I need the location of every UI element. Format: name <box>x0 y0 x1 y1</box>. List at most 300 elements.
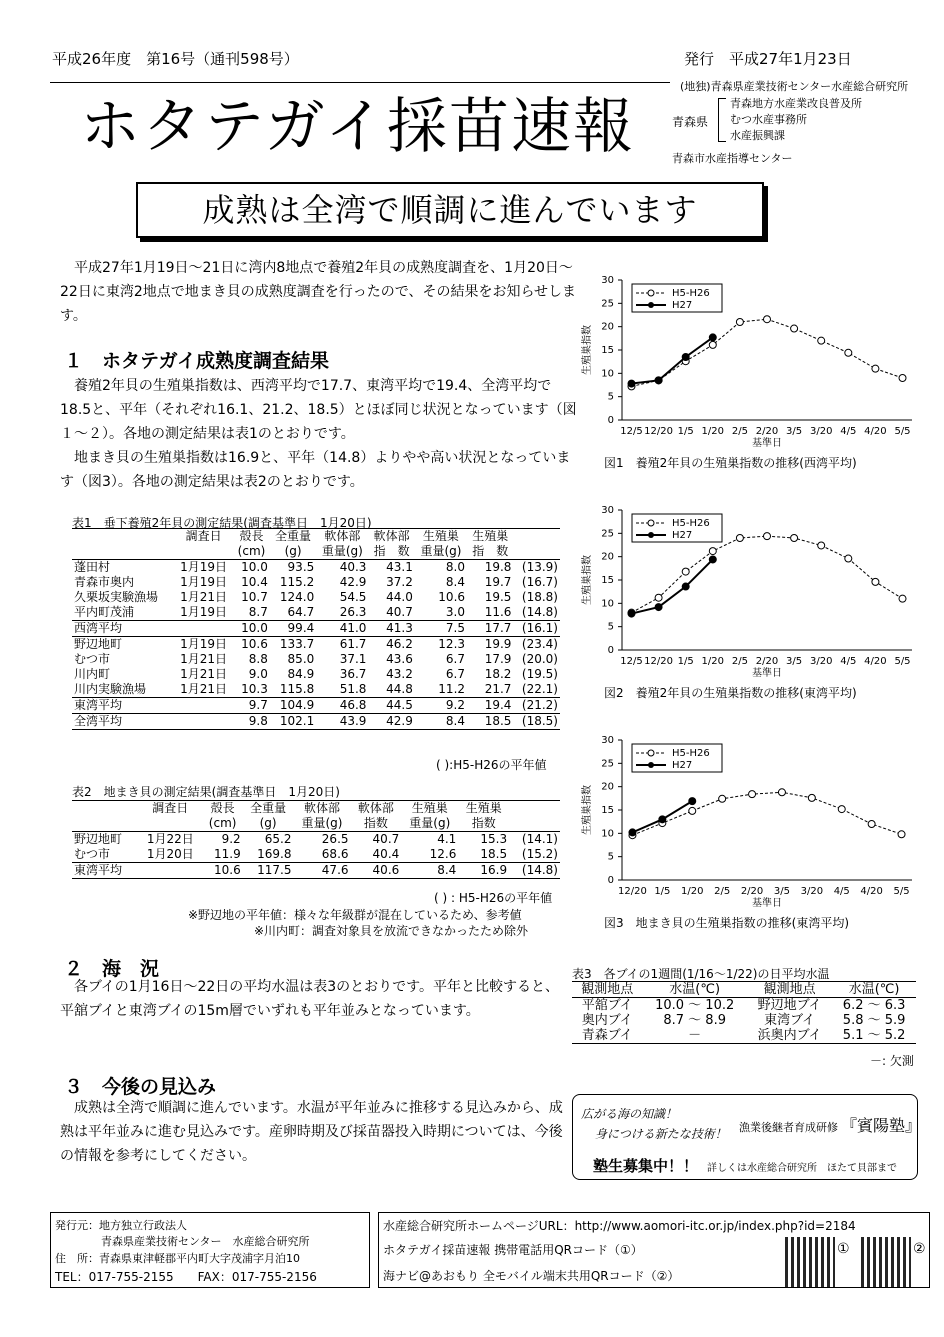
x-tick-label: 3/5 <box>786 656 803 667</box>
y-tick-label: 30 <box>601 735 614 746</box>
table-cell: 西湾平均 <box>72 621 174 637</box>
y-tick-label: 10 <box>601 828 614 840</box>
table-cell: 40.6 <box>351 863 402 879</box>
section1-title: １ ホタテガイ成熟度調査結果 <box>64 350 330 372</box>
section2-title: ２ 海 況 <box>64 958 160 980</box>
legend-marker-h27 <box>648 762 654 768</box>
table-cell: 42.9 <box>368 714 414 730</box>
table-cell: 42.9 <box>339 575 367 589</box>
table-cell <box>138 816 203 832</box>
x-tick-label: 2/5 <box>731 656 748 667</box>
table-cell: 9.8 <box>233 714 270 730</box>
legend-marker-h27 <box>648 302 654 308</box>
table-cell: 1月20日 <box>146 847 194 861</box>
table-cell: 1月21日 <box>180 667 228 681</box>
data-point <box>845 555 852 562</box>
table1 <box>72 528 560 730</box>
y-axis-label: 生殖巣指数 <box>582 325 593 375</box>
table-cell: 40.7 <box>386 605 413 619</box>
legend-marker-h27 <box>648 532 654 538</box>
legend-label-h27: H27 <box>672 530 693 541</box>
table-cell: 指数 <box>351 816 402 832</box>
ad-line2: 身につける新たな技術！ <box>595 1127 727 1141</box>
data-point <box>899 595 906 602</box>
table-cell: 43.6 <box>386 652 413 666</box>
table-cell: 104.9 <box>270 698 316 714</box>
y-tick-label: 20 <box>601 551 614 563</box>
y-tick-label: 0 <box>607 415 614 426</box>
y-tick-label: 25 <box>601 758 614 770</box>
data-point <box>899 375 906 382</box>
publisher-org4: 水産振興課 <box>730 129 785 142</box>
table-cell: (14.8) <box>521 605 558 619</box>
header-rule <box>50 82 670 83</box>
table-cell <box>174 698 233 714</box>
section3-title: ３ 今後の見込み <box>64 1076 217 1098</box>
table2-note2: ※野辺地の平年値：様々な年級群が混在しているため、参考値 <box>188 908 522 922</box>
y-tick-label: 30 <box>601 275 614 286</box>
table-cell: 軟体部 <box>357 801 394 815</box>
headline-box: 成熟は全湾で順調に進んでいます <box>136 182 764 238</box>
x-tick-label: 4/20 <box>864 426 887 437</box>
chart1-area <box>578 270 928 470</box>
section2-paragraph: 各ブイの1月16日～22日の平均水温は表3のとおりです。平年と比較すると、平舘ブイと東湾ブイの15m層でいずれも平年並みとなっています。 <box>60 979 560 1019</box>
x-tick-label: 4/20 <box>860 886 883 897</box>
table-cell: 36.7 <box>339 667 367 681</box>
table-cell: 調査日 <box>185 529 222 543</box>
table-cell: 41.3 <box>368 621 414 637</box>
table-cell: 9.2 <box>415 698 467 714</box>
table-row <box>72 682 560 698</box>
table-row <box>72 698 560 714</box>
table-cell: 東湾平均 <box>72 698 174 714</box>
data-point <box>845 349 852 356</box>
table-cell: 44.8 <box>386 682 413 696</box>
ad-seminar-name: 『賓陽塾』 <box>841 1116 922 1135</box>
table-cell: 生殖巣 <box>411 801 448 815</box>
table-row <box>72 590 560 605</box>
table-cell: 1月19日 <box>180 575 228 589</box>
table-cell: 43.1 <box>386 560 413 574</box>
data-point <box>838 806 845 813</box>
chart1-caption: 図1 養殖2年貝の生殖巣指数の推移(西湾平均) <box>604 456 857 470</box>
table-cell: 19.9 <box>484 637 512 651</box>
x-axis-label: 基準日 <box>752 668 782 679</box>
chart3 <box>578 730 928 930</box>
table-cell: 26.3 <box>339 605 367 619</box>
table-cell: 6.7 <box>445 667 466 681</box>
publisher-org3: むつ水産事務所 <box>730 113 807 126</box>
table-cell: 44.5 <box>368 698 414 714</box>
chart2-caption: 図2 養殖2年貝の生殖巣指数の推移(東湾平均) <box>604 686 857 700</box>
table-cell: 生殖巣 <box>465 801 502 815</box>
issue-date: 発行 平成27年1月23日 <box>684 50 852 68</box>
section1-paragraph2: 地まき貝の生殖巣指数は16.9と、平年（14.8）よりやや高い状況となっています（図3）。各地の測定結果は表2のとおりです。 <box>60 450 571 490</box>
newsletter-title: ホタテガイ採苗速報 <box>80 92 635 162</box>
table-cell: 殻長 <box>210 801 235 815</box>
table-cell: 水温(℃) <box>642 982 747 998</box>
data-point <box>791 325 798 332</box>
table-cell: (18.8) <box>521 590 558 604</box>
table-cell <box>513 529 560 545</box>
table-cell: 10.0 ～ 10.2 <box>655 998 735 1013</box>
ad-contact: 詳しくは水産総合研究所 ほたて貝部まで <box>707 1163 897 1174</box>
x-tick-label: 12/5 <box>620 656 643 667</box>
data-point <box>791 535 798 542</box>
table-cell: 1月19日 <box>180 637 228 651</box>
table1-note: ( ):H5-H26の平年値 <box>436 758 547 772</box>
data-point <box>709 556 716 563</box>
legend-label-normal: H5-H26 <box>672 748 710 759</box>
y-tick-label: 10 <box>601 598 614 610</box>
x-tick-label: 1/5 <box>677 656 694 667</box>
table-cell: 11.9 <box>213 847 241 861</box>
table-row <box>72 667 560 682</box>
table1-caption: 表1 垂下養殖2年貝の測定結果(調査基準日 1月20日) <box>72 516 372 530</box>
seminar-ad <box>572 1094 922 1180</box>
x-tick-label: 2/5 <box>714 886 731 897</box>
table-cell: (18.5) <box>513 714 560 730</box>
x-tick-label: 1/5 <box>677 426 694 437</box>
data-point <box>682 568 689 575</box>
data-point <box>868 821 875 828</box>
data-point <box>659 816 666 823</box>
table-cell: 指数 <box>458 816 509 832</box>
table-cell: (16.7) <box>521 575 558 589</box>
ad-line3: 漁業後継者育成研修 <box>739 1121 838 1134</box>
table-row <box>72 847 560 863</box>
table-cell: 平内町茂浦 <box>74 605 135 619</box>
table-cell: 43.9 <box>316 714 368 730</box>
data-point <box>808 794 815 801</box>
y-axis-label: 生殖巣指数 <box>582 555 593 605</box>
x-tick-label: 12/5 <box>620 426 643 437</box>
table-cell: (13.9) <box>521 560 558 574</box>
table-cell <box>72 529 174 545</box>
issue-number: 平成26年度 第16号（通刊598号） <box>52 50 299 68</box>
table-cell: 47.6 <box>293 863 350 879</box>
table-cell: 12.3 <box>438 637 466 651</box>
table-cell: 19.7 <box>484 575 512 589</box>
y-tick-label: 5 <box>607 621 614 633</box>
table-header-row <box>72 529 560 545</box>
data-point <box>778 789 785 796</box>
table-cell: 40.4 <box>372 847 400 861</box>
table-cell <box>72 816 138 832</box>
table3-row <box>572 998 916 1014</box>
table-cell: 川内町 <box>74 667 111 681</box>
table-cell <box>513 544 560 560</box>
table-cell: 18.5 <box>480 847 508 861</box>
table-cell: 21.7 <box>484 682 512 696</box>
table-cell: 26.5 <box>321 832 349 846</box>
table-cell: 37.1 <box>339 652 367 666</box>
table2 <box>72 800 560 879</box>
x-tick-label: 4/5 <box>840 656 857 667</box>
legend-marker-normal <box>648 520 654 526</box>
qr-code-1[interactable] <box>785 1237 835 1287</box>
table-cell: 64.7 <box>287 605 315 619</box>
table-cell: 6.2 ～ 6.3 <box>842 998 906 1013</box>
table-cell: 40.3 <box>339 560 367 574</box>
table-cell: 8.8 <box>248 652 268 666</box>
x-tick-label: 1/20 <box>681 886 704 897</box>
table-cell <box>174 714 233 730</box>
y-tick-label: 0 <box>607 645 614 656</box>
table-cell: (21.2) <box>513 698 560 714</box>
table-cell: 133.7 <box>279 637 315 651</box>
chart2 <box>578 500 928 700</box>
homepage-url[interactable]: 水産総合研究所ホームページURL：http://www.aomori-itc.or.jp/index.php?id=2184 <box>383 1219 856 1233</box>
table-cell: － <box>642 1028 747 1044</box>
ad-line1: 広がる海の知識！ <box>581 1107 678 1121</box>
table-cell: 44.0 <box>386 590 413 604</box>
x-tick-label: 2/5 <box>731 426 748 437</box>
table-cell: 19.5 <box>484 590 512 604</box>
table-cell: 全湾平均 <box>72 714 174 730</box>
table-cell <box>72 801 138 817</box>
table-cell: 青森市奥内 <box>74 575 135 589</box>
table2-note3: ※川内町：調査対象貝を放流できなかったため除外 <box>254 924 529 938</box>
table-cell: 10.6 <box>241 637 268 651</box>
footer-l3: 住 所：青森県東津軽郡平内町大字茂浦字月泊10 <box>55 1252 300 1265</box>
table-cell: (23.4) <box>521 637 558 651</box>
table-cell: 奥内ブイ <box>581 1013 633 1028</box>
table-cell: 9.7 <box>233 698 270 714</box>
table-cell <box>509 801 560 817</box>
table-cell: 54.5 <box>339 590 367 604</box>
x-tick-label: 2/20 <box>740 886 764 897</box>
table-row <box>72 652 560 667</box>
data-point <box>689 807 696 814</box>
table-cell: 41.0 <box>316 621 368 637</box>
table-cell: 7.5 <box>415 621 467 637</box>
chart3-caption: 図3 地まき貝の生殖巣指数の推移(東湾平均) <box>604 916 849 930</box>
table-cell: 19.8 <box>484 560 512 574</box>
table-cell: 124.0 <box>279 590 315 604</box>
data-point <box>709 548 716 555</box>
table-cell <box>174 544 233 560</box>
x-tick-label: 3/20 <box>800 886 824 897</box>
table-header-row <box>72 801 560 817</box>
y-tick-label: 10 <box>601 368 614 380</box>
table-cell: 1月21日 <box>180 590 228 604</box>
table-cell <box>138 863 203 879</box>
table-cell: 10.7 <box>241 590 268 604</box>
legend-label-normal: H5-H26 <box>672 288 710 299</box>
table-cell <box>509 816 560 832</box>
y-axis-label: 生殖巣指数 <box>582 785 593 835</box>
table-cell: 調査日 <box>152 801 189 815</box>
table-cell: むつ市 <box>74 652 111 666</box>
table-cell: 10.6 <box>438 590 466 604</box>
table-cell: 18.5 <box>467 714 513 730</box>
qr2-mark: ② <box>913 1241 926 1257</box>
table-cell: 46.8 <box>316 698 368 714</box>
table-cell: 11.6 <box>484 605 512 619</box>
publisher-org5: 青森市水産指導センター <box>672 152 793 165</box>
table-cell: 野辺地町 <box>74 637 123 651</box>
table2-caption: 表2 地まき貝の測定結果(調査基準日 1月20日) <box>72 785 340 799</box>
table-cell: 51.8 <box>339 682 367 696</box>
table3-note: －: 欠測 <box>870 1054 914 1068</box>
table-cell: 65.2 <box>264 832 292 846</box>
legend-label-h27: H27 <box>672 760 693 771</box>
table-cell: 61.7 <box>339 637 367 651</box>
qr-code-2[interactable] <box>861 1237 911 1287</box>
x-tick-label: 3/20 <box>809 426 833 437</box>
data-point <box>655 604 662 611</box>
table-cell: 37.2 <box>386 575 413 589</box>
x-tick-label: 1/5 <box>654 886 671 897</box>
ad-recruit: 塾生募集中！！ <box>593 1157 699 1175</box>
table-cell: 6.7 <box>445 652 466 666</box>
data-point <box>736 319 743 326</box>
data-point <box>898 831 905 838</box>
table-cell: 8.4 <box>445 575 466 589</box>
data-point <box>872 365 879 372</box>
table-cell: 1月21日 <box>180 652 228 666</box>
table-cell: 生殖巣 <box>422 529 459 543</box>
table-cell: (g) <box>270 544 316 560</box>
table-row <box>72 605 560 621</box>
x-tick-label: 4/5 <box>833 886 850 897</box>
x-tick-label: 3/5 <box>786 426 803 437</box>
table-cell: 浜奥内ブイ <box>747 1028 832 1044</box>
table-cell: 16.9 <box>458 863 509 879</box>
table-cell: 4.1 <box>437 832 457 846</box>
series-line-normal <box>631 319 902 386</box>
table-cell: 軟体部 <box>324 529 361 543</box>
x-tick-label: 4/5 <box>840 426 857 437</box>
table3-row <box>572 1028 916 1044</box>
y-tick-label: 0 <box>607 875 614 886</box>
data-point <box>682 354 689 361</box>
x-tick-label: 5/5 <box>894 426 911 437</box>
table-cell: 全重量 <box>275 529 312 543</box>
table-cell: 99.4 <box>270 621 316 637</box>
table-cell: (20.0) <box>521 652 558 666</box>
table3-row <box>572 1013 916 1028</box>
table-cell: 水温(℃) <box>832 982 916 998</box>
data-point <box>655 377 662 384</box>
data-point <box>736 535 743 542</box>
data-point <box>719 795 726 802</box>
legend-label-normal: H5-H26 <box>672 518 710 529</box>
table-cell: 9.0 <box>248 667 268 681</box>
table-cell: 指 数 <box>368 544 414 560</box>
table3-caption: 表3 各ブイの1週間(1/16～1/22)の日平均水温 <box>572 967 830 981</box>
table-row <box>72 575 560 590</box>
table-cell: (19.5) <box>521 667 558 681</box>
table3 <box>572 981 916 1044</box>
table-cell: 軟体部 <box>303 801 340 815</box>
table-cell: 8.7 <box>248 605 268 619</box>
table-cell: (15.2) <box>521 847 558 861</box>
table-header-row <box>72 544 560 560</box>
data-point <box>709 341 716 348</box>
table-cell: 5.8 ～ 5.9 <box>842 1013 906 1028</box>
table-row <box>72 637 560 653</box>
data-point <box>709 334 716 341</box>
table-row <box>72 560 560 576</box>
table-cell <box>72 544 174 560</box>
chart3-area <box>578 730 928 930</box>
data-point <box>818 542 825 549</box>
table3-header <box>572 982 916 998</box>
table-header-row <box>72 816 560 832</box>
table-cell: 8.4 <box>415 714 467 730</box>
table-cell: 12.6 <box>429 847 457 861</box>
table-cell: 1月21日 <box>180 682 228 696</box>
table-cell: 5.1 ～ 5.2 <box>832 1028 916 1044</box>
table-cell: 東湾平均 <box>72 863 138 879</box>
table-cell: (g) <box>243 816 294 832</box>
table-cell: 1月19日 <box>180 560 228 574</box>
intro-text: 平成27年1月19日～21日に湾内8地点で養殖2年貝の成熟度調査を、1月20日～22日に東湾2地点で地まき貝の成熟度調査を行ったので、その結果をお知らせします。 <box>60 260 577 324</box>
table-cell: (14.1) <box>521 832 558 846</box>
table-cell: 17.9 <box>484 652 512 666</box>
footer-l2: 青森県産業技術センター 水産総合研究所 <box>101 1235 310 1248</box>
table-cell: 野辺地町 <box>74 832 123 846</box>
data-point <box>629 829 636 836</box>
table-cell: 115.2 <box>279 575 315 589</box>
table-cell: 68.6 <box>321 847 349 861</box>
table-cell: 重量(g) <box>316 544 368 560</box>
qr2-label: 海ナビ@あおもり 全モバイル端末共用QRコード（②） <box>383 1269 680 1283</box>
table-cell: 40.7 <box>372 832 400 846</box>
y-tick-label: 20 <box>601 781 614 793</box>
data-point <box>872 578 879 585</box>
table-cell: 10.4 <box>241 575 268 589</box>
x-tick-label: 5/5 <box>893 886 910 897</box>
table-cell: 10.3 <box>241 682 268 696</box>
qr1-label: ホタテガイ採苗速報 携帯電話用QRコード（①） <box>383 1243 643 1257</box>
legend-marker-normal <box>648 750 654 756</box>
data-point <box>682 583 689 590</box>
table-cell: 43.2 <box>386 667 413 681</box>
table-cell: 11.2 <box>438 682 466 696</box>
publisher-main: (地独)青森県産業技術センター水産総合研究所 <box>680 80 909 93</box>
y-tick-label: 25 <box>601 528 614 540</box>
table-cell: 重量(g) <box>293 816 350 832</box>
data-point <box>764 316 771 323</box>
x-tick-label: 3/5 <box>773 886 790 897</box>
intro-block <box>60 256 580 328</box>
table-cell: 18.2 <box>484 667 512 681</box>
table-row <box>72 863 560 879</box>
data-point <box>749 791 756 798</box>
table-cell: 17.7 <box>467 621 513 637</box>
legend-label-h27: H27 <box>672 300 693 311</box>
x-tick-label: 1/20 <box>701 426 725 437</box>
y-tick-label: 15 <box>601 575 614 586</box>
table-cell: 10.0 <box>233 621 270 637</box>
table-row <box>72 621 560 637</box>
y-tick-label: 15 <box>601 345 614 356</box>
table-cell: (14.8) <box>509 863 560 879</box>
table-cell: むつ市 <box>74 847 111 861</box>
table-cell: 軟体部 <box>373 529 410 543</box>
x-tick-label: 4/20 <box>864 656 887 667</box>
x-tick-label: 2/20 <box>755 426 779 437</box>
x-tick-label: 5/5 <box>894 656 911 667</box>
series-line-normal <box>631 536 902 613</box>
table-cell: 青森ブイ <box>572 1028 642 1044</box>
table-cell: 久栗坂実験漁場 <box>74 590 159 604</box>
section1-paragraph1: 養殖2年貝の生殖巣指数は、西湾平均で17.7、東湾平均で19.4、全湾平均で18.5と、平年（それぞれ16.1、21.2、18.5）とほぼ同じ状況となっています（図１～２）。各地の測定結果は表1のとおりです。 <box>60 378 577 442</box>
table-cell: (16.1) <box>513 621 560 637</box>
